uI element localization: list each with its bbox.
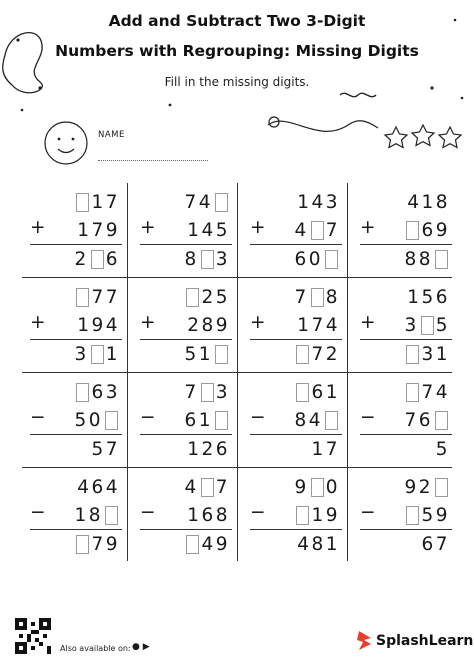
problem-cell	[18, 373, 128, 469]
answer-line	[360, 244, 452, 245]
missing-digit-box[interactable]	[91, 345, 104, 364]
digit-text: 76	[404, 409, 433, 431]
apple-icon[interactable]: ●	[132, 642, 140, 652]
answer-number	[250, 531, 340, 557]
digit-text: 5	[435, 438, 450, 460]
qr-code-icon	[15, 618, 51, 654]
second-number	[250, 407, 340, 433]
second-number	[30, 312, 120, 338]
second-number	[140, 407, 230, 433]
missing-digit-box[interactable]	[406, 345, 419, 364]
answer-line	[250, 339, 342, 340]
problem-cell	[348, 468, 458, 564]
answer-number	[30, 246, 120, 272]
first-number	[360, 284, 450, 310]
digit-text: 50	[74, 409, 103, 431]
missing-digit-box[interactable]	[325, 250, 338, 269]
digit-text: 481	[297, 533, 340, 555]
missing-digit-box[interactable]	[296, 345, 309, 364]
digit-text: 49	[201, 533, 230, 555]
answer-number	[360, 246, 450, 272]
problem-cell	[18, 468, 128, 564]
problem-cell	[238, 468, 348, 564]
answer-number	[360, 436, 450, 462]
answer-number	[140, 531, 230, 557]
digit-text: 1	[105, 343, 120, 365]
first-number	[30, 379, 120, 405]
operator-sign: −	[30, 407, 46, 428]
first-number	[360, 189, 450, 215]
name-input-line[interactable]	[98, 160, 208, 161]
answer-line	[140, 434, 232, 435]
digit-text: 418	[407, 191, 450, 213]
digit-text: 8	[184, 248, 199, 270]
first-number	[360, 379, 450, 405]
digit-text: 464	[77, 476, 120, 498]
digit-text: 57	[91, 438, 120, 460]
missing-digit-box[interactable]	[215, 193, 228, 212]
missing-digit-box[interactable]	[296, 506, 309, 525]
digit-text: 145	[187, 219, 230, 241]
digit-text: 74	[184, 191, 213, 213]
answer-number	[30, 531, 120, 557]
problem-cell	[128, 468, 238, 564]
operator-sign: +	[360, 217, 376, 238]
answer-line	[250, 434, 342, 435]
worksheet-title-line-2: Numbers with Regrouping: Missing Digits	[55, 42, 419, 60]
digit-text: 79	[91, 533, 120, 555]
second-number	[30, 407, 120, 433]
answer-line	[30, 339, 122, 340]
digit-text: 6	[105, 248, 120, 270]
answer-line	[30, 244, 122, 245]
digit-text: 7	[325, 219, 340, 241]
first-number	[250, 379, 340, 405]
answer-number	[30, 436, 120, 462]
first-number	[250, 284, 340, 310]
missing-digit-box[interactable]	[201, 383, 214, 402]
digit-text: 67	[421, 533, 450, 555]
missing-digit-box[interactable]	[215, 345, 228, 364]
first-number	[140, 284, 230, 310]
digit-text: 77	[91, 286, 120, 308]
digit-text: 88	[404, 248, 433, 270]
digit-text: 3	[404, 314, 419, 336]
missing-digit-box[interactable]	[406, 506, 419, 525]
missing-digit-box[interactable]	[105, 411, 118, 430]
problem-cell	[18, 183, 128, 279]
digit-text: 72	[311, 343, 340, 365]
second-number	[30, 217, 120, 243]
missing-digit-box[interactable]	[435, 478, 448, 497]
problem-cell	[348, 373, 458, 469]
operator-sign: −	[250, 407, 266, 428]
star-icons	[385, 125, 461, 148]
digit-text: 194	[77, 314, 120, 336]
brand-name: SplashLearn	[376, 633, 474, 649]
second-number	[250, 502, 340, 528]
operator-sign: +	[360, 312, 376, 333]
missing-digit-box[interactable]	[215, 411, 228, 430]
digit-text: 19	[311, 504, 340, 526]
missing-digit-box[interactable]	[105, 506, 118, 525]
operator-sign: +	[140, 312, 156, 333]
problem-cell	[128, 373, 238, 469]
also-available-label: Also available on:	[60, 644, 131, 653]
first-number	[250, 474, 340, 500]
problem-cell	[348, 183, 458, 279]
worksheet-title-line-1: Add and Subtract Two 3-Digit	[108, 12, 366, 30]
first-number	[30, 284, 120, 310]
answer-line	[250, 244, 342, 245]
answer-line	[140, 339, 232, 340]
digit-text: 59	[421, 504, 450, 526]
digit-text: 60	[294, 248, 323, 270]
second-number	[30, 502, 120, 528]
play-store-icon[interactable]: ▶	[142, 642, 150, 652]
second-number	[360, 217, 450, 243]
digit-text: 7	[215, 476, 230, 498]
answer-line	[360, 339, 452, 340]
app-store-icons[interactable]	[132, 642, 150, 652]
missing-digit-box[interactable]	[186, 288, 199, 307]
digit-text: 174	[297, 314, 340, 336]
answer-line	[360, 529, 452, 530]
operator-sign: −	[140, 502, 156, 523]
answer-number	[250, 246, 340, 272]
missing-digit-box[interactable]	[311, 288, 324, 307]
digit-text: 61	[184, 409, 213, 431]
digit-text: 156	[407, 286, 450, 308]
digit-text: 63	[91, 381, 120, 403]
first-number	[140, 379, 230, 405]
answer-line	[30, 529, 122, 530]
digit-text: 0	[325, 476, 340, 498]
second-number	[140, 502, 230, 528]
digit-text: 61	[311, 381, 340, 403]
digit-text: 84	[294, 409, 323, 431]
first-number	[140, 474, 230, 500]
missing-digit-box[interactable]	[406, 383, 419, 402]
digit-text: 17	[311, 438, 340, 460]
missing-digit-box[interactable]	[311, 478, 324, 497]
second-number	[360, 407, 450, 433]
second-number	[250, 312, 340, 338]
operator-sign: +	[250, 312, 266, 333]
digit-text: 289	[187, 314, 230, 336]
operator-sign: +	[140, 217, 156, 238]
answer-line	[250, 529, 342, 530]
digit-text: 2	[74, 248, 89, 270]
digit-text: 9	[294, 476, 309, 498]
missing-digit-box[interactable]	[76, 288, 89, 307]
answer-number	[360, 531, 450, 557]
answer-line	[360, 434, 452, 435]
digit-text: 25	[201, 286, 230, 308]
second-number	[140, 312, 230, 338]
digit-text: 168	[187, 504, 230, 526]
answer-line	[140, 244, 232, 245]
problem-cell	[128, 278, 238, 374]
missing-digit-box[interactable]	[91, 250, 104, 269]
answer-line	[30, 434, 122, 435]
digit-text: 17	[91, 191, 120, 213]
missing-digit-box[interactable]	[76, 193, 89, 212]
digit-text: 3	[215, 381, 230, 403]
answer-number	[250, 341, 340, 367]
answer-number	[140, 436, 230, 462]
second-number	[360, 312, 450, 338]
digit-text: 31	[421, 343, 450, 365]
answer-line	[140, 529, 232, 530]
problem-cell	[128, 183, 238, 279]
missing-digit-box[interactable]	[76, 383, 89, 402]
digit-text: 7	[294, 286, 309, 308]
first-number	[250, 189, 340, 215]
operator-sign: −	[140, 407, 156, 428]
digit-text: 92	[404, 476, 433, 498]
digit-text: 143	[297, 191, 340, 213]
digit-text: 69	[421, 219, 450, 241]
problem-cell	[238, 373, 348, 469]
problem-cell	[238, 183, 348, 279]
missing-digit-box[interactable]	[201, 250, 214, 269]
first-number	[30, 189, 120, 215]
second-number	[140, 217, 230, 243]
problem-cell	[348, 278, 458, 374]
first-number	[360, 474, 450, 500]
first-number	[140, 189, 230, 215]
digit-text: 5	[435, 314, 450, 336]
digit-text: 51	[184, 343, 213, 365]
second-number	[250, 217, 340, 243]
digit-text: 4	[184, 476, 199, 498]
operator-sign: +	[250, 217, 266, 238]
answer-number	[250, 436, 340, 462]
missing-digit-box[interactable]	[406, 221, 419, 240]
missing-digit-box[interactable]	[421, 316, 434, 335]
digit-text: 74	[421, 381, 450, 403]
answer-number	[360, 341, 450, 367]
operator-sign: +	[30, 312, 46, 333]
name-label: NAME	[98, 130, 125, 140]
operator-sign: +	[30, 217, 46, 238]
missing-digit-box[interactable]	[311, 221, 324, 240]
operator-sign: −	[250, 502, 266, 523]
missing-digit-box[interactable]	[325, 411, 338, 430]
second-number	[360, 502, 450, 528]
missing-digit-box[interactable]	[435, 411, 448, 430]
missing-digit-box[interactable]	[296, 383, 309, 402]
answer-number	[30, 341, 120, 367]
digit-text: 126	[187, 438, 230, 460]
missing-digit-box[interactable]	[76, 535, 89, 554]
digit-text: 7	[184, 381, 199, 403]
operator-sign: −	[360, 407, 376, 428]
digit-text: 3	[74, 343, 89, 365]
digit-text: 8	[325, 286, 340, 308]
splashlearn-logo-icon	[355, 629, 375, 651]
missing-digit-box[interactable]	[201, 478, 214, 497]
operator-sign: −	[360, 502, 376, 523]
digit-text: 4	[294, 219, 309, 241]
digit-text: 3	[215, 248, 230, 270]
answer-number	[140, 246, 230, 272]
missing-digit-box[interactable]	[186, 535, 199, 554]
problem-cell	[238, 278, 348, 374]
problem-cell	[18, 278, 128, 374]
missing-digit-box[interactable]	[435, 250, 448, 269]
digit-text: 18	[74, 504, 103, 526]
first-number	[30, 474, 120, 500]
instructions: Fill in the missing digits.	[164, 75, 310, 89]
digit-text: 179	[77, 219, 120, 241]
operator-sign: −	[30, 502, 46, 523]
answer-number	[140, 341, 230, 367]
